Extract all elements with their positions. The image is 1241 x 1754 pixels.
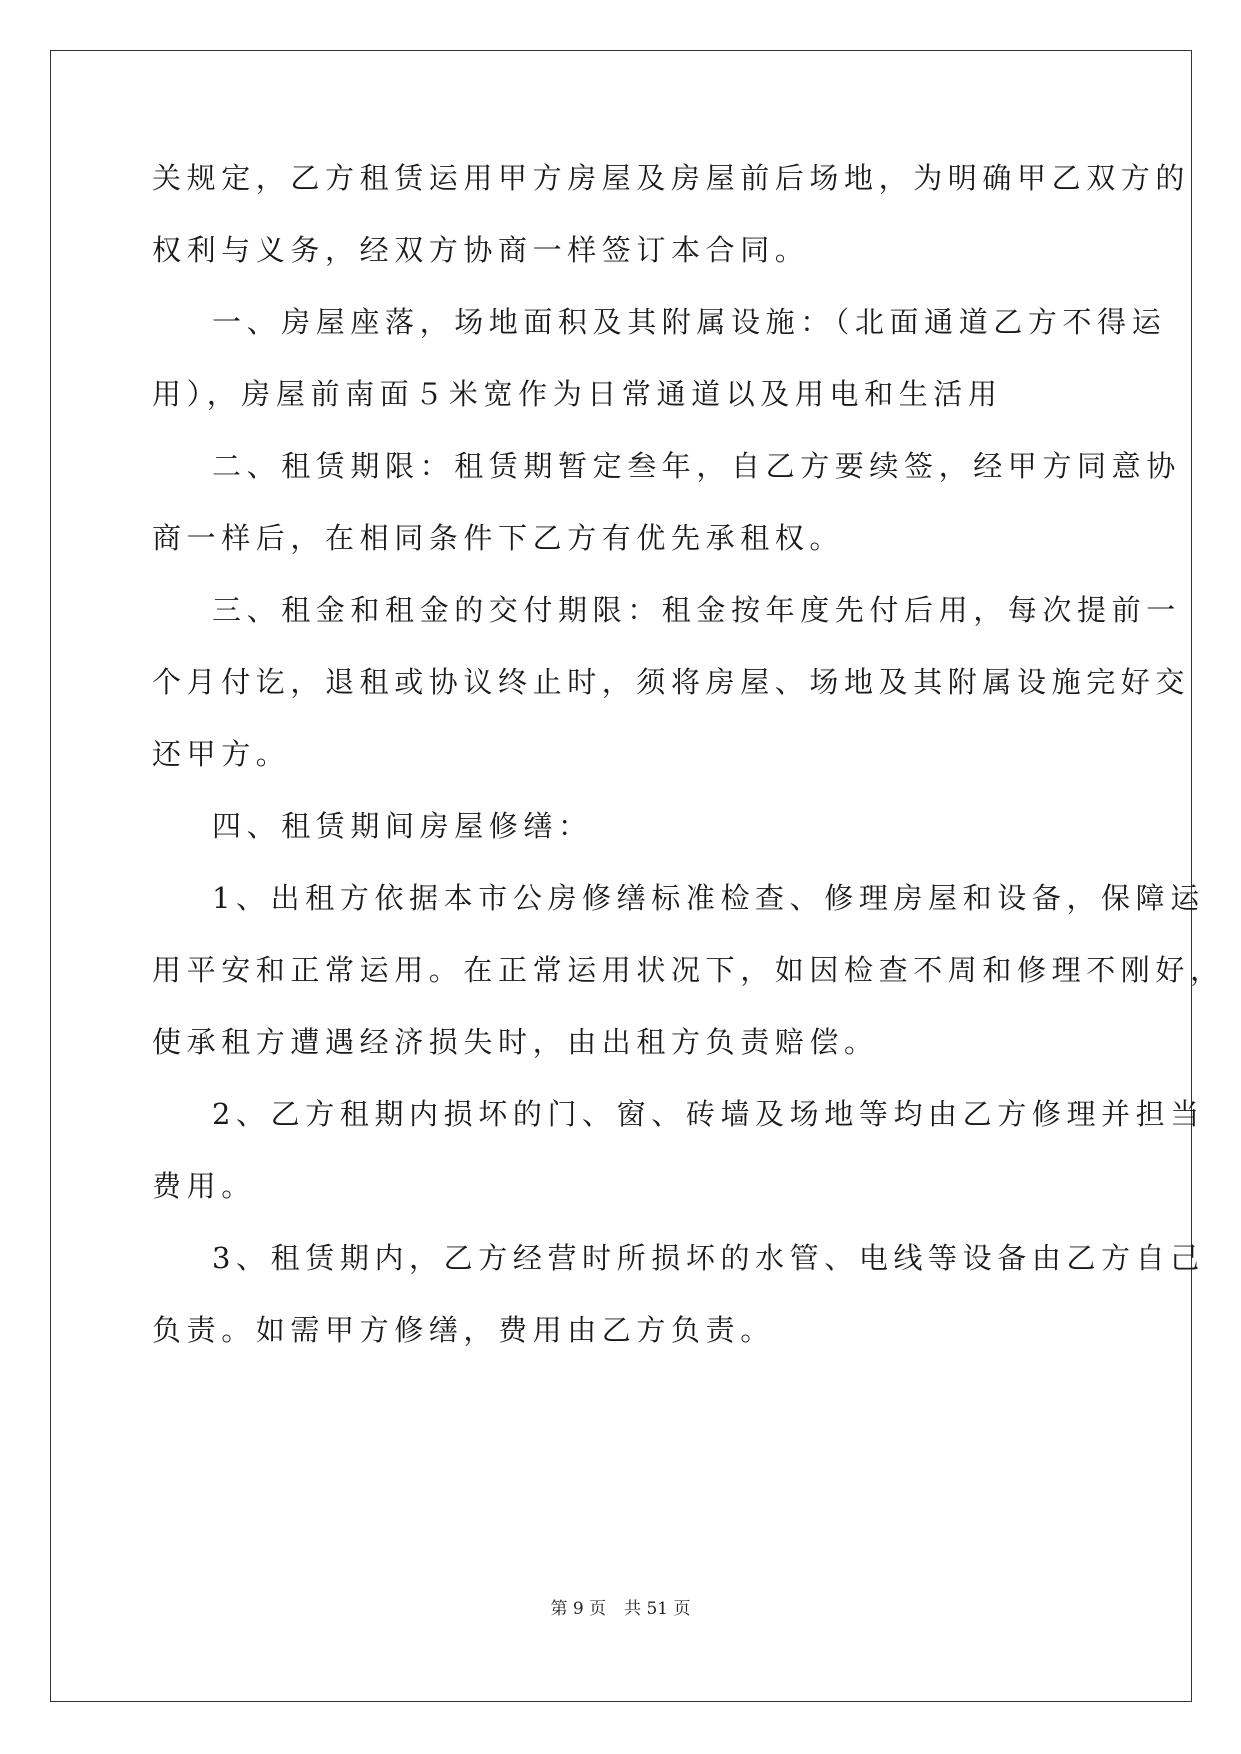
page-footer [0,1594,1241,1619]
paragraph-first-line: 二、租赁期限：租赁期暂定叁年，自乙方要续签，经甲方同意协 [212,449,1181,483]
paragraph-first-line: 三、租金和租金的交付期限：租金按年度先付后用，每次提前一 [212,593,1181,627]
page-total: 共 51 页 [624,1599,691,1619]
paragraph-first-line: 1、出租方依据本市公房修缮标准检查、修理房屋和设备，保障运 [212,881,1205,915]
paragraph-first-line: 2、乙方租期内损坏的门、窗、砖墙及场地等均由乙方修理并担当 [212,1097,1205,1131]
text-line: 用），房屋前南面５米宽作为日常通道以及用电和生活用 [152,377,1003,411]
text-line: 商一样后，在相同条件下乙方有优先承租权。 [152,521,845,555]
text-line: 还甲方。 [152,737,291,771]
text-line: 权利与义务，经双方协商一样签订本合同。 [152,233,810,267]
text-line: 使承租方遭遇经济损失时，由出租方负责赔偿。 [152,1025,879,1059]
page-border [50,50,1192,1702]
page-number: 第 9 页 [550,1599,607,1619]
paragraph-first-line: 四、租赁期间房屋修缮： [212,809,593,843]
text-line: 费用。 [152,1169,256,1203]
text-line: 负责。如需甲方修缮，费用由乙方负责。 [152,1313,775,1347]
text-line: 用平安和正常运用。在正常运用状况下，如因检查不周和修理不刚好， [152,953,1225,987]
text-line: 个月付讫，退租或协议终止时，须将房屋、场地及其附属设施完好交 [152,665,1191,699]
paragraph-first-line: 3、租赁期内，乙方经营时所损坏的水管、电线等设备由乙方自己 [212,1241,1205,1275]
paragraph-first-line: 一、房屋座落，场地面积及其附属设施：（北面通道乙方不得运 [212,305,1167,339]
text-line: 关规定，乙方租赁运用甲方房屋及房屋前后场地，为明确甲乙双方的 [152,161,1191,195]
